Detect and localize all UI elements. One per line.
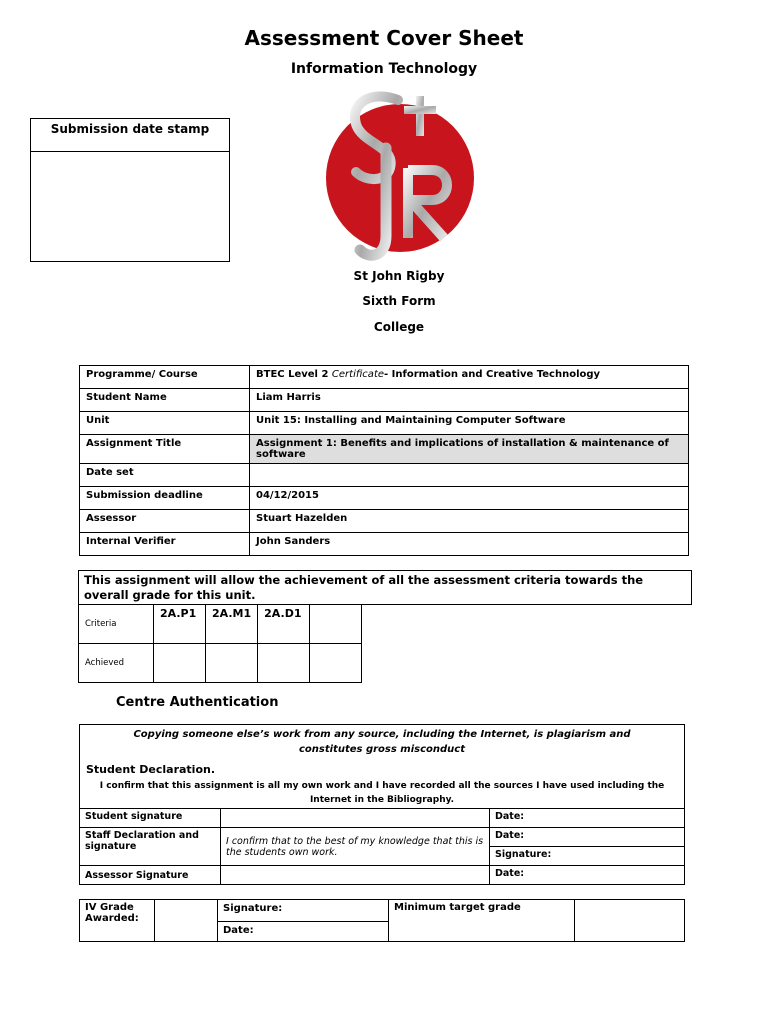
student-date-label: Date: [490,809,685,828]
logo-cross-vertical [416,96,424,136]
unit-label: Unit [80,412,250,435]
assignment-title-value: Assignment 1: Benefits and implications of installation & maintenance of software [250,435,689,464]
staff-date-label: Date: [490,828,684,847]
college-logo [320,88,480,266]
achieved-cell [154,644,206,683]
table-row [79,605,362,644]
criteria-code: 2A.M1 [206,605,258,644]
iv-grade-field[interactable] [155,900,218,942]
student-declaration-heading: Student Declaration. [86,763,216,776]
iv-grade-label: IV Grade Awarded: [80,900,155,942]
table-row [80,412,689,435]
table-row [79,644,362,683]
student-signature-field[interactable] [221,809,490,828]
table-row [80,389,689,412]
college-name-line-3: College [373,320,425,334]
college-name-line-2: Sixth Form [362,294,436,308]
unit-value: Unit 15: Installing and Maintaining Computer Software [250,412,689,435]
deadline-label: Submission deadline [80,487,250,510]
assignment-info-table [79,365,689,556]
staff-signature-label: Signature: [495,849,552,860]
page-title: Assessment Cover Sheet [244,26,524,50]
verifier-label: Internal Verifier [80,533,250,556]
table-row [80,510,689,533]
staff-date-signature-cell [490,828,685,866]
submission-date-stamp-box [30,118,230,262]
date-set-value [250,464,689,487]
table-row [80,487,689,510]
student-name-value: Liam Harris [250,389,689,412]
staff-declaration-label: Staff Declaration and signature [80,828,221,866]
verifier-value: John Sanders [250,533,689,556]
student-declaration-text: I confirm that this assignment is all my own work and I have recorded all the sources I have used including the Internet in the Bibliography. [99,781,665,805]
table-row [80,435,689,464]
table-row [80,366,689,389]
achieved-cell [206,644,258,683]
table-row [80,464,689,487]
deadline-value: 04/12/2015 [250,487,689,510]
assessor-signature-label: Assessor Signature [80,866,221,885]
centre-authentication-heading: Centre Authentication [116,695,279,710]
achieved-label: Achieved [79,644,154,683]
student-name-label: Student Name [80,389,250,412]
assignment-title-label: Assignment Title [80,435,250,464]
table-row [80,828,685,866]
plagiarism-warning: Copying someone else’s work from any source, including the Internet, is plagiarism and constitutes gross misconduct [133,729,631,755]
date-set-label: Date set [80,464,250,487]
iv-signature-date-cell [218,900,389,942]
achieved-cell [310,644,362,683]
table-row [80,900,685,942]
iv-signature-label: Signature: [218,900,388,922]
stamp-label: Submission date stamp [31,119,229,152]
criteria-label: Criteria [79,605,154,644]
staff-declaration-statement: I confirm that to the best of my knowledge that this is the students own work. [221,828,490,866]
criteria-code: 2A.D1 [258,605,310,644]
min-target-grade-label: Minimum target grade [389,900,575,942]
logo-cross-horizontal [404,106,436,114]
table-row [80,533,689,556]
table-row [80,809,685,828]
criteria-code: 2A.P1 [154,605,206,644]
declaration-box [79,724,685,809]
assessor-date-label: Date: [490,866,685,885]
criteria-table [78,604,362,683]
iv-date-label: Date: [223,925,254,936]
assessor-signature-field[interactable] [221,866,490,885]
assessor-value: Stuart Hazelden [250,510,689,533]
programme-label: Programme/ Course [80,366,250,389]
achieved-cell [258,644,310,683]
student-signature-label: Student signature [80,809,221,828]
logo-red-circle [326,104,474,252]
programme-value: BTEC Level 2 Certificate- Information and Creative Technology [250,366,689,389]
min-target-grade-field[interactable] [575,900,685,942]
criteria-intro: This assignment will allow the achievement of all the assessment criteria towards the overall grade for this unit. [78,570,692,605]
assessor-label: Assessor [80,510,250,533]
page-subtitle: Information Technology [290,61,478,77]
iv-grade-table [79,899,685,942]
college-name-line-1: St John Rigby [353,269,445,283]
table-row [80,866,685,885]
signature-table [79,808,685,885]
criteria-code [310,605,362,644]
